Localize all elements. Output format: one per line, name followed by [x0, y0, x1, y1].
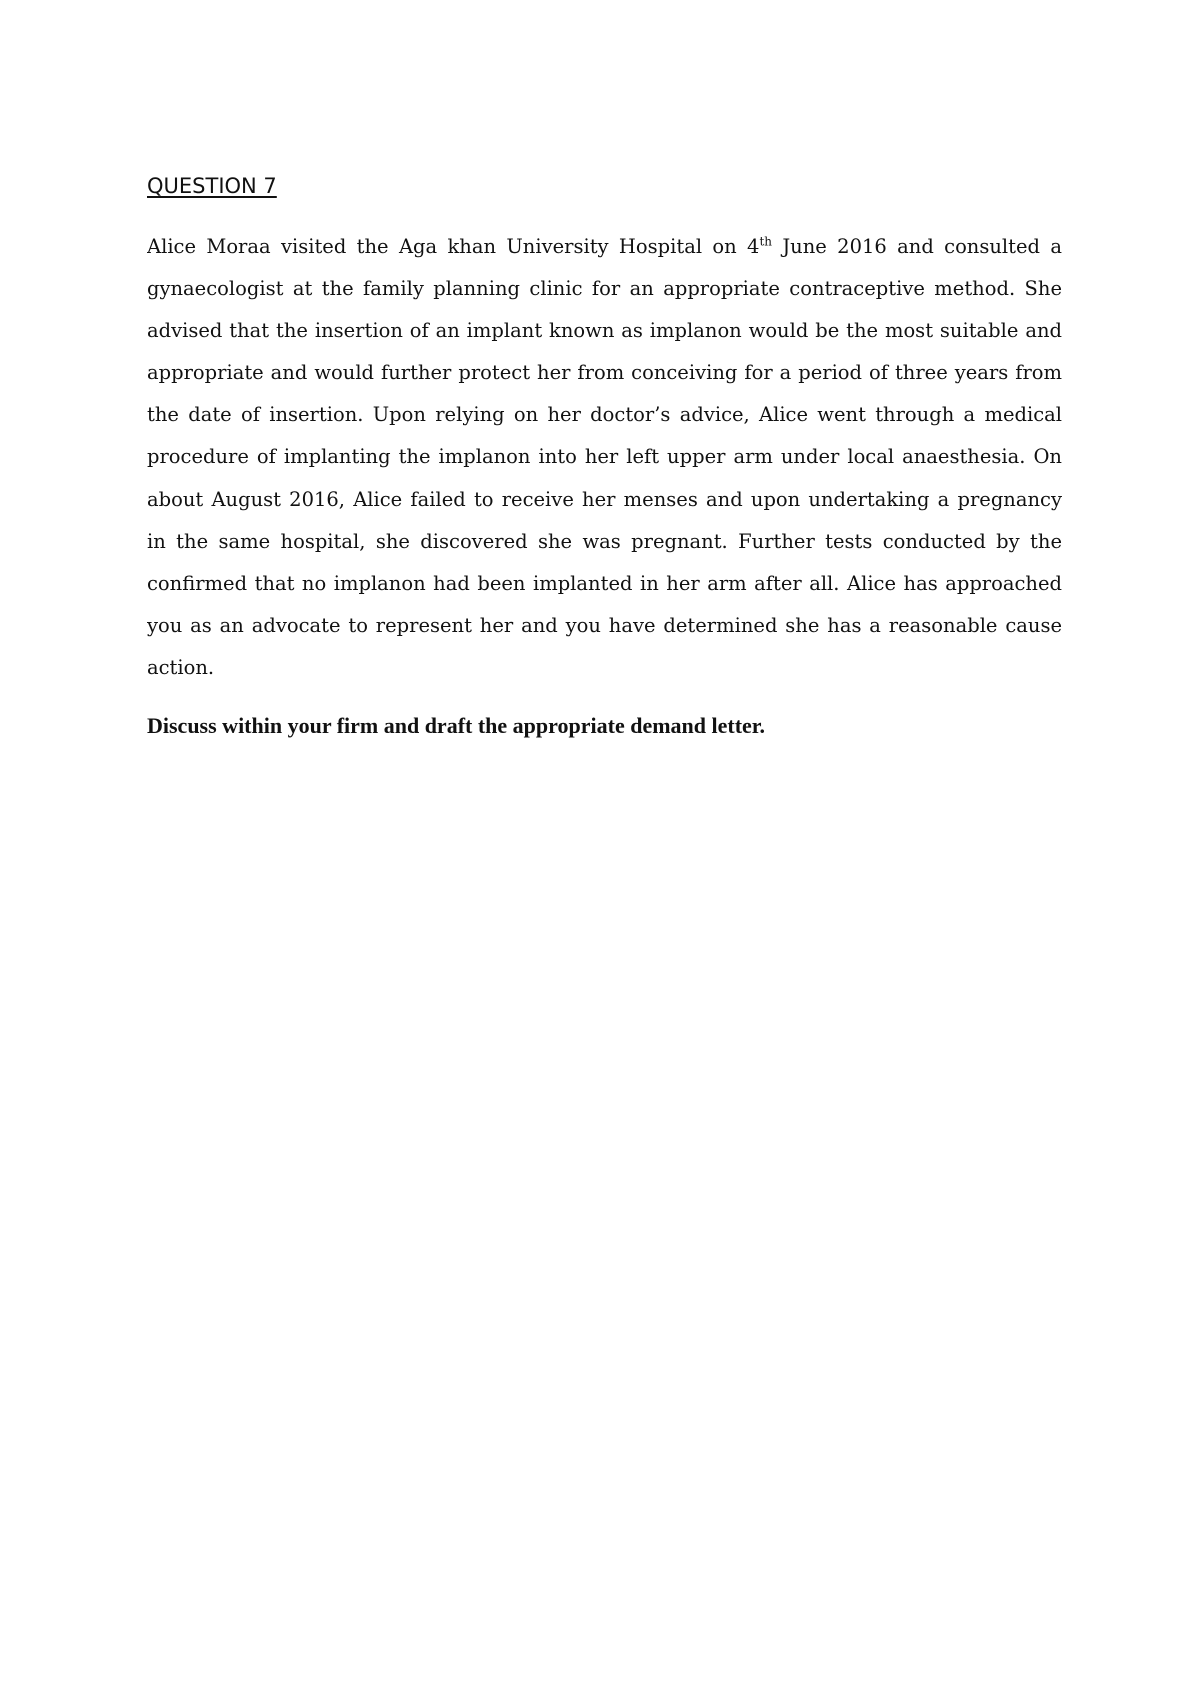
paragraph-line: confirmed that no implanon had been implanted in her arm after all. Alice has approached [147, 571, 1062, 595]
paragraph-line: in the same hospital, she discovered she was pregnant. Further tests conducted by the [147, 529, 1062, 553]
paragraph-line: the date of insertion. Upon relying on her doctor’s advice, Alice went through a medical [147, 403, 1062, 427]
ordinal-suffix: th [759, 234, 773, 249]
paragraph-line: gynaecologist at the family planning clinic for an appropriate contraceptive method. She [147, 277, 1062, 301]
paragraph-line: you as an advocate to represent her and you have determined she has a reasonable cause [147, 613, 1062, 637]
paragraph-line: advised that the insertion of an implant known as implanon would be the most suitable and [147, 319, 1062, 343]
task-instruction: Discuss within your firm and draft the appropriate demand letter. [147, 713, 766, 738]
paragraph-line: action. [147, 655, 215, 679]
paragraph-line: about August 2016, Alice failed to receive her menses and upon undertaking a pregnancy [147, 487, 1062, 511]
paragraph-line: appropriate and would further protect her from conceiving for a period of three years from [147, 361, 1062, 385]
paragraph-line: procedure of implanting the implanon into her left upper arm under local anaesthesia. On [147, 445, 1062, 469]
paragraph-line [147, 226, 1062, 268]
question-paragraph [147, 226, 1062, 689]
paragraph-line-text: Alice Moraa visited the Aga khan University Hospital on 4 [147, 235, 760, 258]
question-heading: QUESTION 7 [147, 174, 277, 198]
paragraph-line-text: June 2016 and consulted a [772, 235, 1062, 258]
